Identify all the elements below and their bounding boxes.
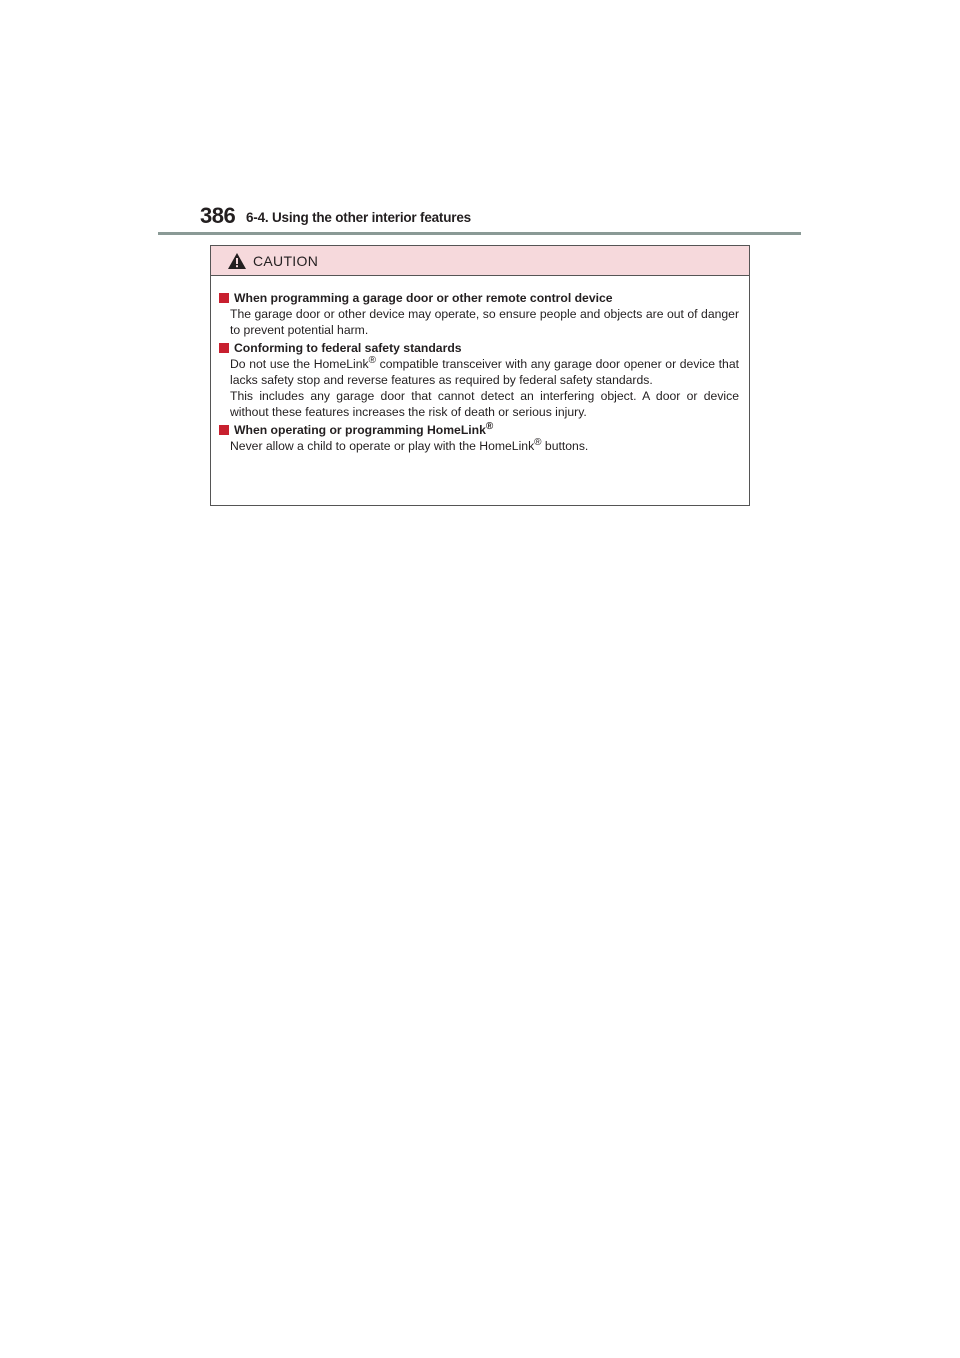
caution-header [211, 246, 749, 276]
caution-item-text: Never allow a child to operate or play with the HomeLink® buttons. [230, 436, 589, 453]
registered-mark: ® [534, 436, 542, 448]
header-rule [158, 232, 801, 235]
caution-item [219, 422, 739, 454]
bullet-square-icon [219, 425, 229, 435]
bullet-square-icon [219, 293, 229, 303]
caution-item-text: The garage door or other device may operate, so ensure people and objects are out of danger to prevent potential harm. [230, 307, 739, 337]
bullet-square-icon [219, 343, 229, 353]
warning-triangle-icon [227, 252, 247, 270]
caution-item-heading-row [219, 422, 739, 438]
caution-item-text: This includes any garage door that cannot detect an interfering object. A door or device without these features increases the risk of death or serious injury. [230, 389, 739, 419]
caution-item-heading-row [219, 340, 739, 356]
registered-mark: ® [368, 354, 376, 366]
caution-item-heading: Conforming to federal safety standards [234, 341, 462, 355]
caution-item-heading: When operating or programming HomeLink® [234, 420, 494, 437]
caution-body [211, 276, 749, 454]
caution-item-text: Do not use the HomeLink® compatible transceiver with any garage door opener or device that lacks safety stop and reverse features as required by federal safety standards. [230, 354, 739, 387]
caution-item [219, 340, 739, 420]
section-title: 6-4. Using the other interior features [246, 210, 471, 225]
registered-mark: ® [485, 420, 494, 432]
caution-label: CAUTION [253, 252, 319, 269]
caution-item [219, 290, 739, 338]
page-number: 386 [200, 203, 236, 228]
caution-item-heading-row [219, 290, 739, 306]
caution-item-heading: When programming a garage door or other remote control device [234, 291, 613, 305]
caution-box [210, 245, 750, 506]
